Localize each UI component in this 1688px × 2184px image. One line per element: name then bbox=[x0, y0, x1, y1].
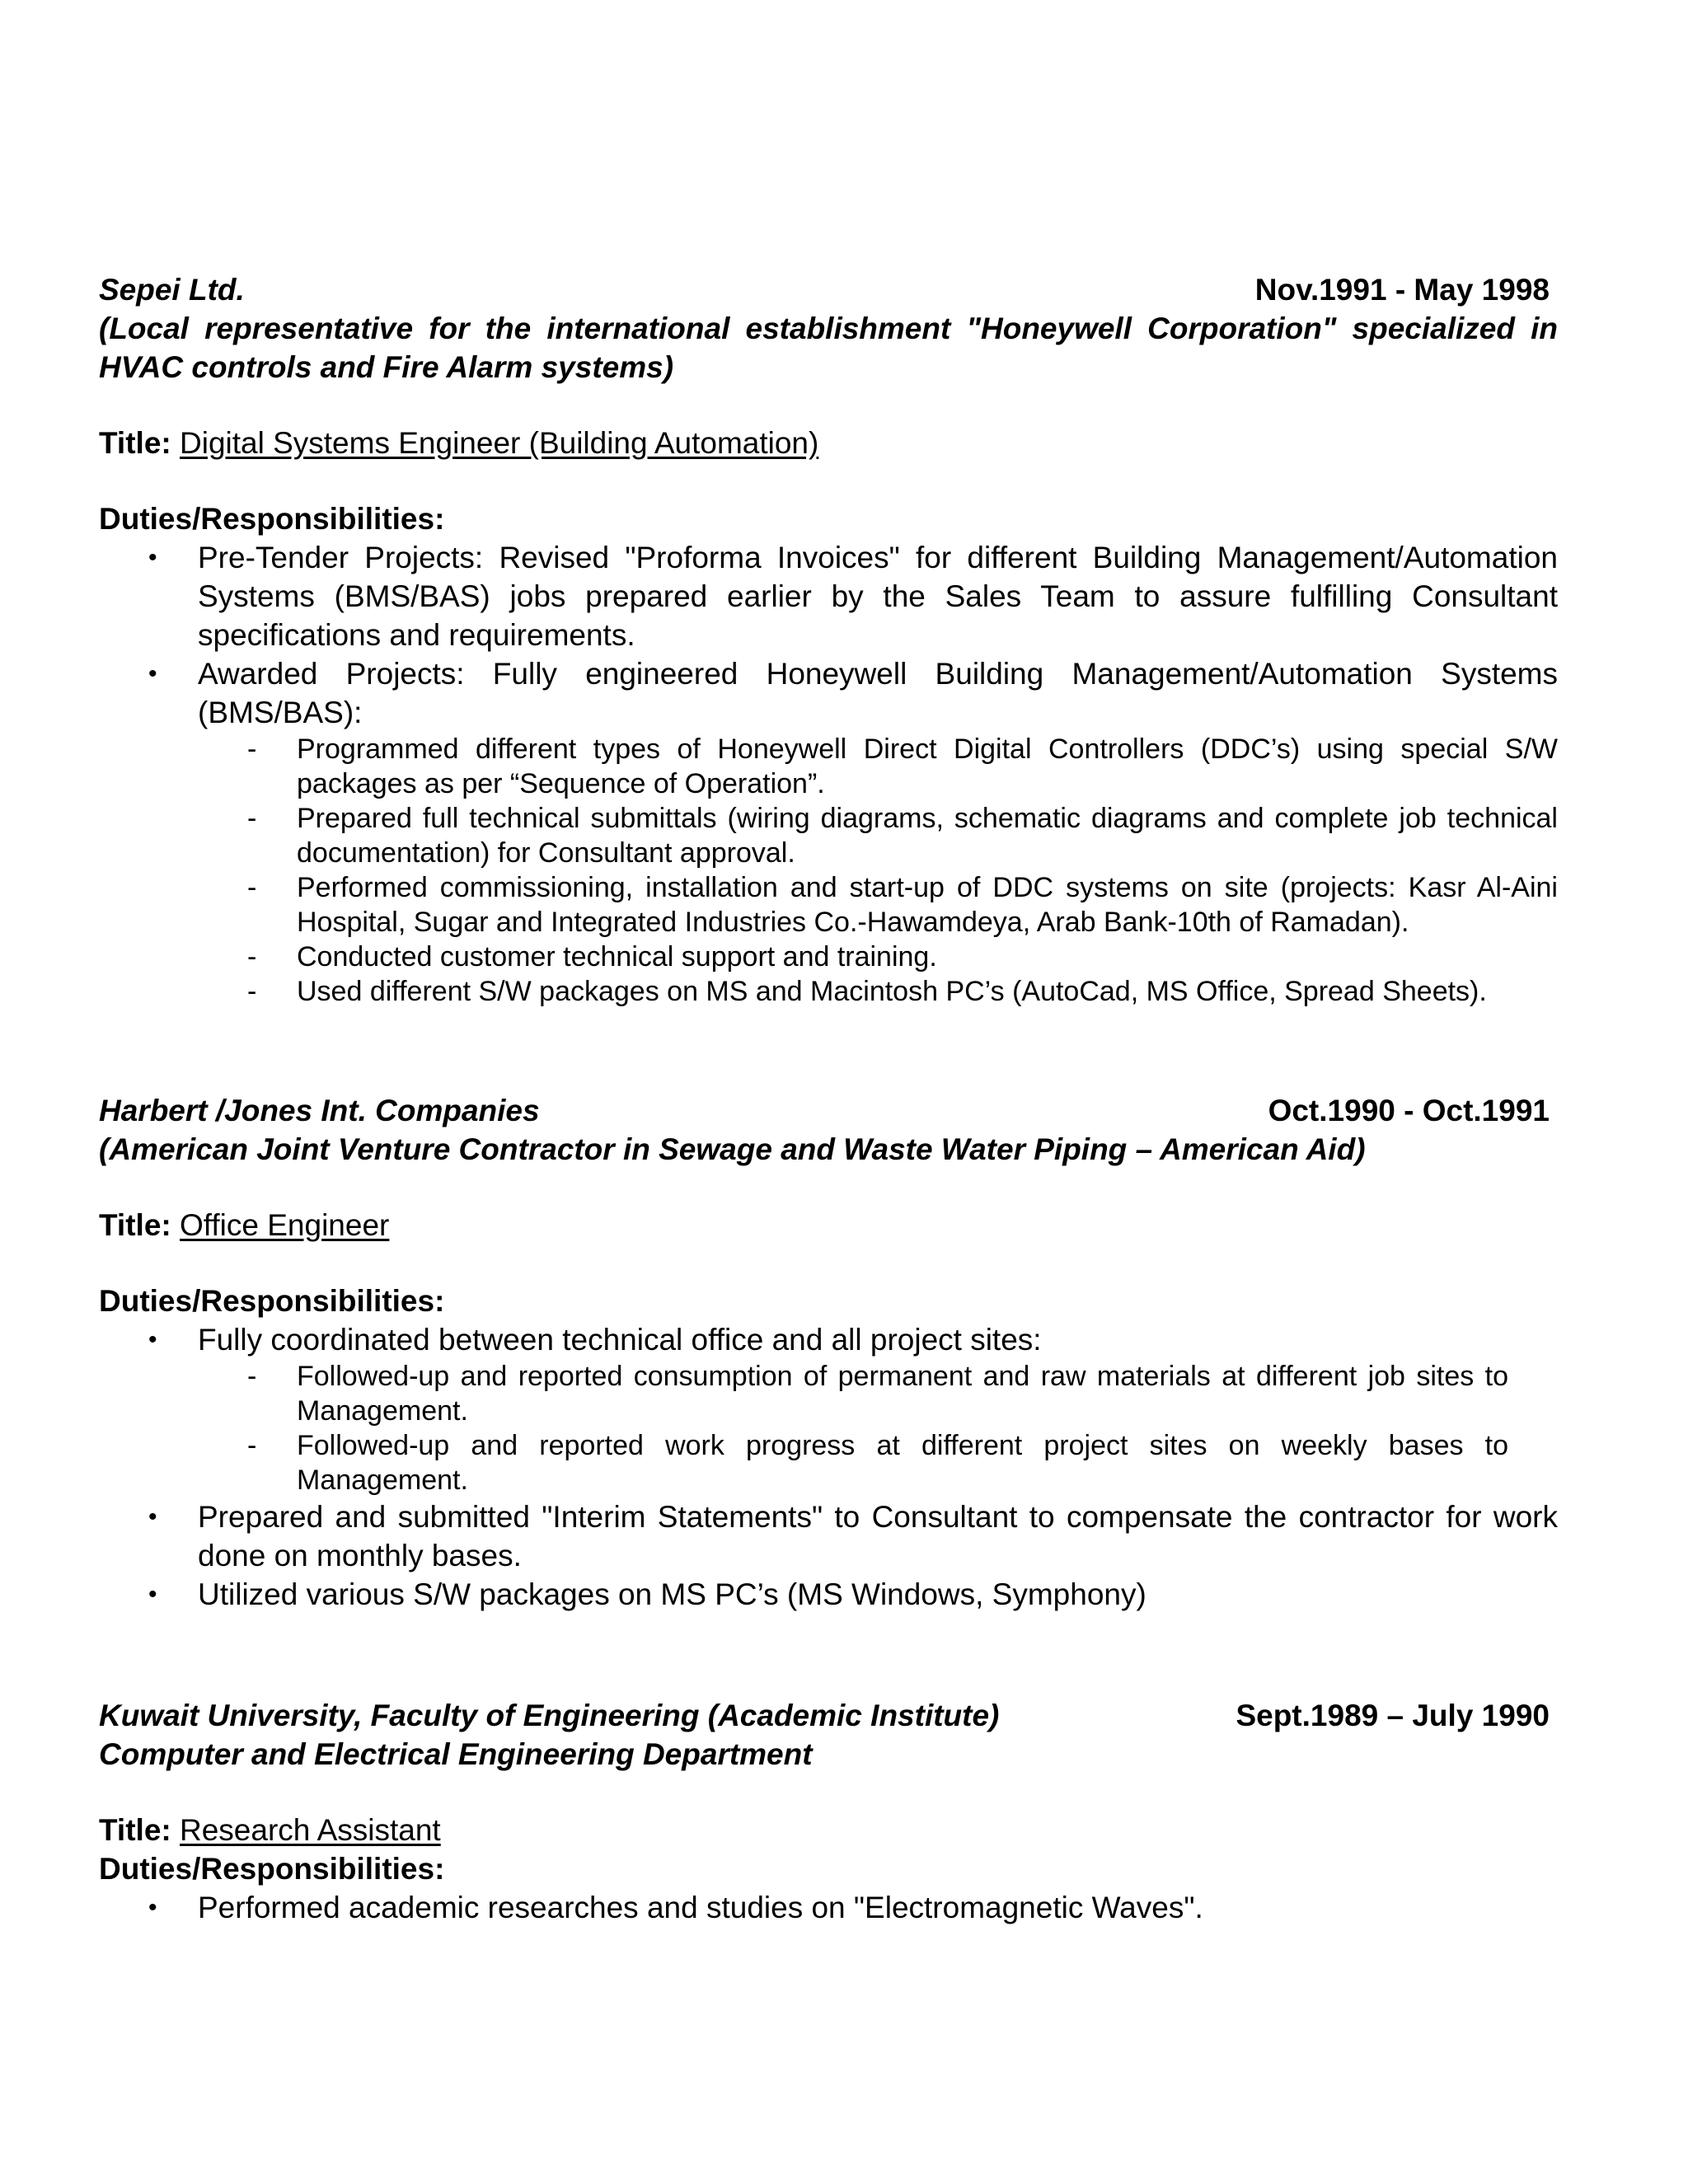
list-item bbox=[99, 1575, 1558, 1614]
bullet-icon: • bbox=[148, 660, 157, 687]
duties-heading: Duties/Responsibilities: bbox=[99, 1284, 445, 1318]
duties-heading: Duties/Responsibilities: bbox=[99, 1852, 445, 1886]
sub-list-item-text: Performed commissioning, installation and start-up of DDC systems on site (projects: Kasr Al-Aini Hospital, Sugar and Integrated Industries Co.-Hawamdeya, Arab Bank-10th of Ramadan). bbox=[297, 872, 1558, 938]
dash-icon: - bbox=[247, 941, 257, 972]
list-item-text: Fully coordinated between technical office and all project sites: bbox=[198, 1323, 1042, 1357]
job-header bbox=[99, 1696, 1558, 1735]
bullet-icon: • bbox=[148, 544, 157, 571]
title-label: Title: bbox=[99, 1208, 171, 1242]
job-section-kuwait-university bbox=[99, 1696, 1558, 1927]
list-item-text: Pre-Tender Projects: Revised "Proforma Invoices" for different Building Management/Automation Systems (BMS/BAS) jobs prepared earlier by the Sales Team to assure fulfilling Consultant specifications and requirements. bbox=[198, 541, 1558, 652]
dash-icon: - bbox=[247, 976, 257, 1007]
sub-list-item-text: Prepared full technical submittals (wiring diagrams, schematic diagrams and complete job technical documentation) for Consultant approval. bbox=[297, 803, 1558, 869]
bullet-icon: • bbox=[148, 1581, 157, 1608]
company-name: Harbert /Jones Int. Companies bbox=[99, 1094, 540, 1127]
job-header bbox=[99, 270, 1558, 309]
sub-list-item-text: Conducted customer technical support and training. bbox=[297, 941, 937, 972]
sub-list-item bbox=[198, 870, 1558, 940]
company-name: Sepei Ltd. bbox=[99, 273, 245, 307]
title-label: Title: bbox=[99, 1813, 171, 1847]
job-title: Research Assistant bbox=[180, 1813, 441, 1847]
list-item-text: Prepared and submitted "Interim Statements" to Consultant to compensate the contractor for work done on monthly bases. bbox=[198, 1500, 1558, 1572]
job-header bbox=[99, 1091, 1558, 1130]
sub-list-item bbox=[198, 1428, 1508, 1497]
sub-list-item bbox=[198, 940, 1558, 974]
job-dates: Oct.1990 - Oct.1991 bbox=[1268, 1094, 1550, 1127]
dash-icon: - bbox=[247, 1361, 257, 1392]
list-item-text: Utilized various S/W packages on MS PC’s (MS Windows, Symphony) bbox=[198, 1577, 1146, 1611]
resume-page bbox=[99, 270, 1558, 1927]
job-section-harbert-jones bbox=[99, 1091, 1558, 1614]
company-name: Kuwait University, Faculty of Engineering (Academic Institute) bbox=[99, 1699, 1000, 1732]
job-title: Office Engineer bbox=[180, 1208, 390, 1242]
job-title-line bbox=[99, 1206, 1558, 1244]
bullet-icon: • bbox=[148, 1326, 157, 1353]
job-dates: Nov.1991 - May 1998 bbox=[1254, 273, 1550, 307]
title-label: Title: bbox=[99, 426, 171, 460]
sub-list bbox=[198, 1359, 1558, 1497]
sub-list-item bbox=[198, 801, 1558, 870]
sub-list-item-text: Followed-up and reported work progress at different project sites on weekly bases to Management. bbox=[297, 1430, 1508, 1496]
list-item-text: Awarded Projects: Fully engineered Honeywell Building Management/Automation Systems (BMS/BAS): bbox=[198, 657, 1558, 729]
list-item bbox=[99, 538, 1558, 654]
bullet-icon: • bbox=[148, 1503, 157, 1530]
sub-list bbox=[198, 732, 1558, 1009]
list-item-text: Performed academic researches and studies on "Electromagnetic Waves". bbox=[198, 1891, 1203, 1924]
job-title-line bbox=[99, 424, 1558, 462]
duties-list bbox=[99, 538, 1558, 1009]
duties-list bbox=[99, 1888, 1558, 1927]
sub-list-item-text: Used different S/W packages on MS and Macintosh PC’s (AutoCad, MS Office, Spread Sheets). bbox=[297, 976, 1487, 1007]
dash-icon: - bbox=[247, 803, 257, 834]
sub-list-item-text: Followed-up and reported consumption of permanent and raw materials at different job sites to Management. bbox=[297, 1361, 1508, 1427]
dash-icon: - bbox=[247, 733, 257, 765]
job-title-line bbox=[99, 1811, 1558, 1849]
sub-list-item-text: Programmed different types of Honeywell Direct Digital Controllers (DDC’s) using special S/W packages as per “Sequence of Operation”. bbox=[297, 733, 1558, 799]
sub-list-item bbox=[198, 974, 1558, 1009]
list-item bbox=[99, 1888, 1558, 1927]
sub-list-item bbox=[198, 1359, 1508, 1428]
dash-icon: - bbox=[247, 872, 257, 903]
sub-list-item bbox=[198, 732, 1558, 801]
duties-list bbox=[99, 1320, 1558, 1614]
list-item bbox=[99, 654, 1558, 1009]
job-section-sepei bbox=[99, 270, 1558, 1009]
job-dates: Sept.1989 – July 1990 bbox=[1236, 1699, 1550, 1732]
company-description: (Local representative for the international establishment "Honeywell Corporation" specialized in HVAC controls and Fire Alarm systems) bbox=[99, 312, 1558, 384]
list-item bbox=[99, 1320, 1558, 1497]
job-title: Digital Systems Engineer (Building Automation) bbox=[180, 426, 819, 460]
company-description: (American Joint Venture Contractor in Sewage and Waste Water Piping – American Aid) bbox=[99, 1132, 1366, 1166]
bullet-icon: • bbox=[148, 1894, 157, 1921]
department-name: Computer and Electrical Engineering Department bbox=[99, 1737, 813, 1771]
list-item bbox=[99, 1497, 1558, 1575]
dash-icon: - bbox=[247, 1430, 257, 1461]
duties-heading: Duties/Responsibilities: bbox=[99, 502, 445, 536]
